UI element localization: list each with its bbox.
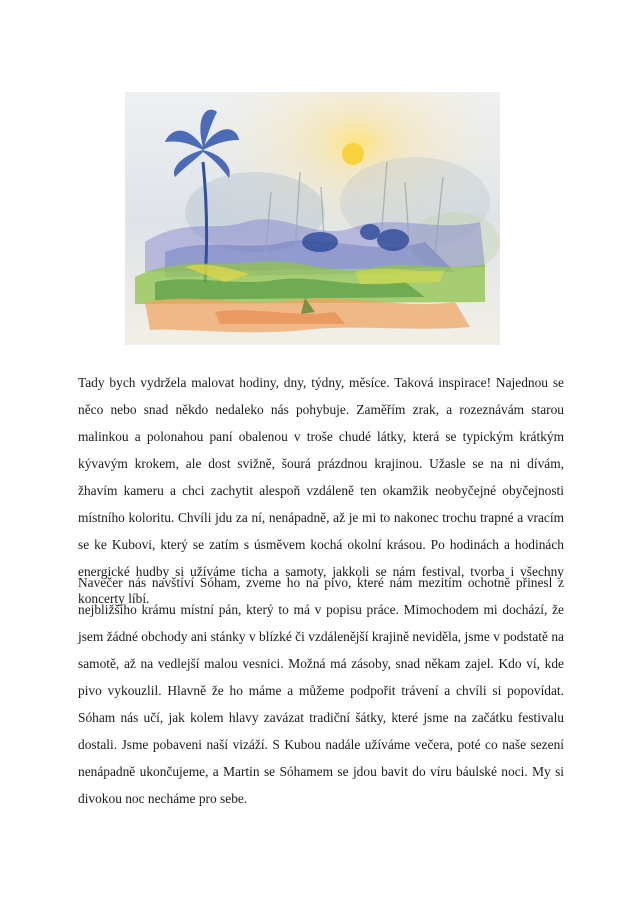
paragraph-1: Tady bych vydržela malovat hodiny, dny, týdny, měsíce. Taková inspirace! Najednou se něco nebo snad někdo nedaleko nás pohybuje. Zaměřím zrak, a rozeznávám starou malinkou a polonahou paní obalenou v troše chudé látky, která se typickým krátkým kývavým krokem, ale dost svižně, šourá prázdnou krajinou. Užasle se na ni dívám, žhavím kameru a chci zachytit alespoň vzdáleně ten okamžik neobyčejné obyčejnosti místního koloritu. Chvíli jdu za ní, nenápadně, až je mi to nakonec trochu trapné a vracím se ke Kubovi, který se zatím s úsměvem kochá okolní krásou. Po hodinách a hodinách energické hudby si užíváme ticha a samoty, jakkoli se nám festival, tvorba i všechny koncerty líbí. (78, 375, 564, 606)
watercolor-landscape-image (125, 92, 500, 345)
paragraph-2: Navečer nás navštíví Sóham, zveme ho na pivo, které nám mezitím ochotně přinesl z nejbližšího krámu místní pán, který to má v popisu práce. Mimochodem mi dochází, že jsem žádné obchody ani stánky v blízké či vzdálenější krajině neviděla, jsme v podstatě na samotě, až na vedlejší malou vesnici. Možná má zásoby, snad někam zajel. Kdo ví, kde pivo vykouzlil. Hlavně že ho máme a můžeme podpořit trávení a chvíli si popovídat. Sóham nás učí, jak kolem hlavy zavázat tradiční šátky, které jsme na začátku festivalu dostali. Jsme pobaveni naší vizáží. S Kubou nadále užíváme večera, poté co naše sezení nenápadně ukončujeme, a Martin se Sóhamem se jdou bavit do víru báulské noci. My si divokou noc necháme pro sebe. (78, 575, 564, 806)
